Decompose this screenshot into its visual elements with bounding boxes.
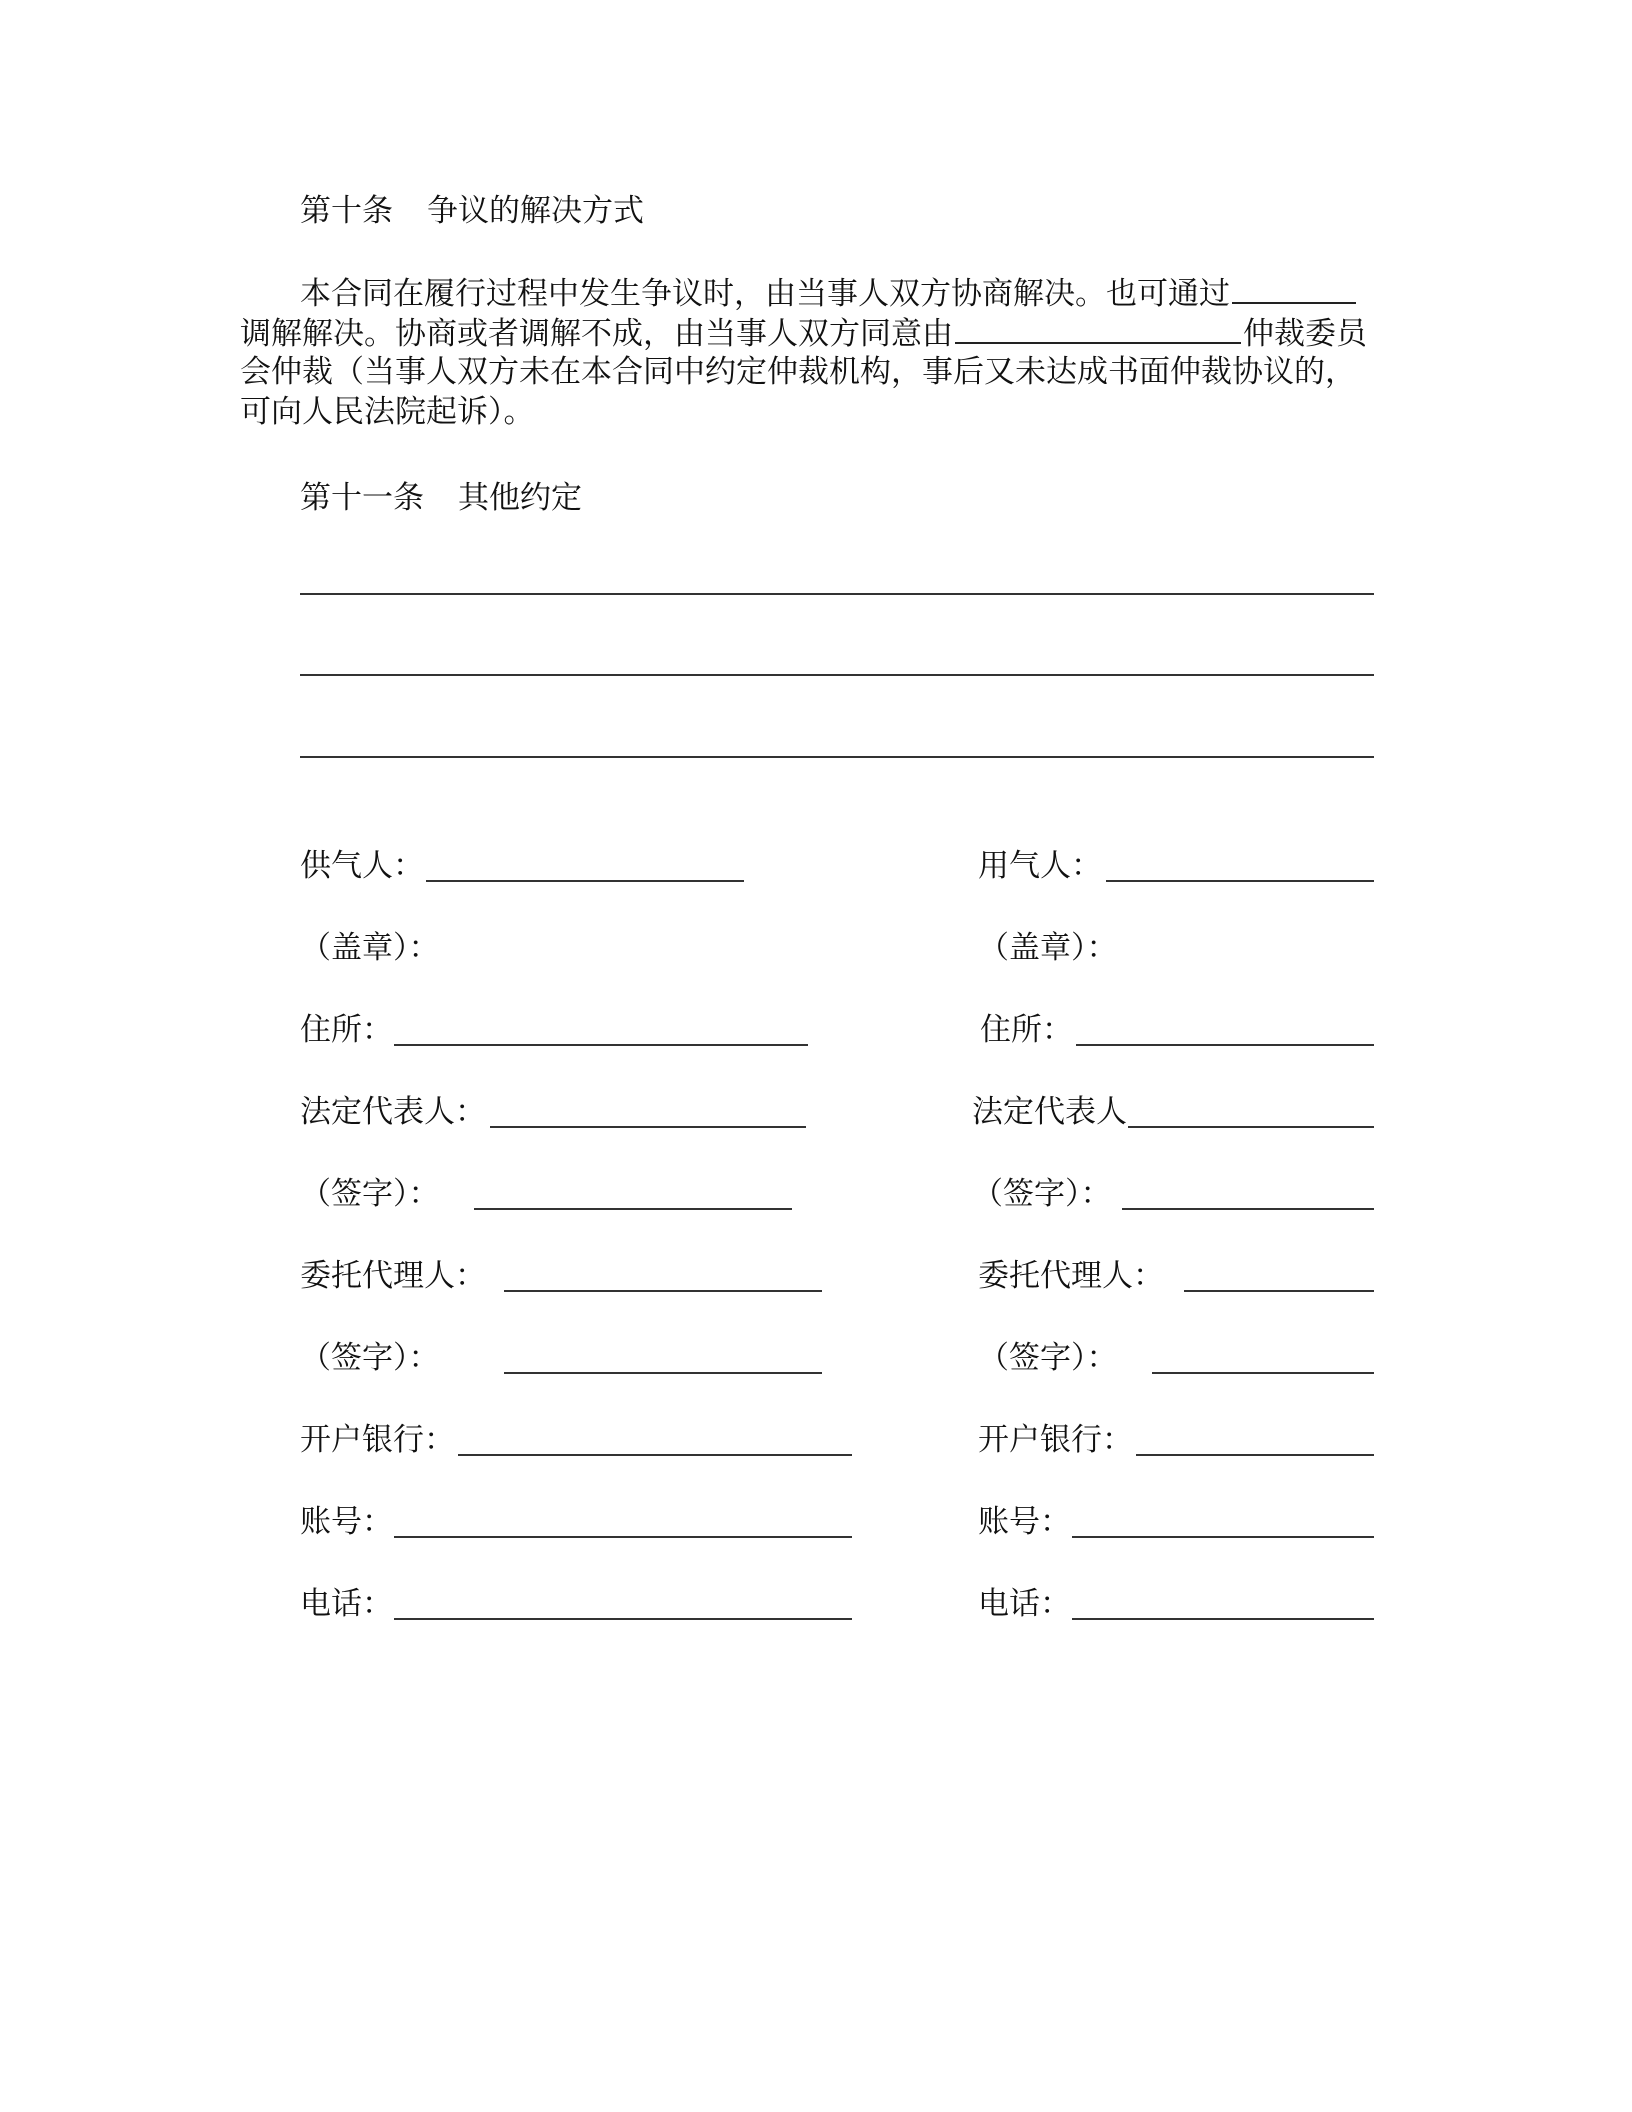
user-name-field[interactable]	[1106, 880, 1374, 882]
article10-heading-title: 争议的解决方式	[427, 193, 644, 229]
supplier-agent-field[interactable]	[504, 1290, 822, 1292]
supplier-agent-label: 委托代理人：	[300, 1258, 486, 1294]
user-phone-field[interactable]	[1072, 1618, 1374, 1620]
article10-line-1: 本合同在履行过程中发生争议时，由当事人双方协商解决。也可通过	[300, 272, 1358, 314]
supplier-name-label: 供气人：	[300, 848, 424, 884]
supplier-address-label: 住所：	[300, 1012, 393, 1048]
supplier-bank-field[interactable]	[458, 1454, 852, 1456]
user-sign1-label: （签字）：	[972, 1176, 1112, 1212]
user-bank-label: 开户银行：	[978, 1422, 1133, 1458]
article11-heading-number: 第十一条	[300, 480, 424, 516]
user-sign2-label: （签字）：	[978, 1340, 1118, 1376]
supplier-name-field[interactable]	[426, 880, 744, 882]
supplier-sign1-label: （签字）：	[300, 1176, 440, 1212]
supplier-seal-label: （盖章）：	[300, 930, 440, 966]
user-legal-rep-label: 法定代表人	[972, 1094, 1127, 1130]
user-address-field[interactable]	[1076, 1044, 1374, 1046]
user-agent-label: 委托代理人：	[978, 1258, 1164, 1294]
supplier-sign2-field[interactable]	[504, 1372, 822, 1374]
user-address-label: 住所：	[980, 1012, 1073, 1048]
supplier-sign2-label: （签字）：	[300, 1340, 440, 1376]
supplier-sign1-field[interactable]	[474, 1208, 792, 1210]
article11-heading-title: 其他约定	[458, 480, 582, 516]
user-agent-field[interactable]	[1184, 1290, 1374, 1292]
article10-line-3: 会仲裁（当事人双方未在本合同中约定仲裁机构，事后又未达成书面仲裁协议的，	[240, 354, 1356, 390]
supplier-phone-label: 电话：	[300, 1586, 393, 1622]
supplier-account-field[interactable]	[394, 1536, 852, 1538]
supplier-bank-label: 开户银行：	[300, 1422, 455, 1458]
user-legal-rep-field[interactable]	[1128, 1126, 1374, 1128]
user-bank-field[interactable]	[1136, 1454, 1374, 1456]
other-terms-line-3[interactable]	[300, 756, 1374, 758]
supplier-legal-rep-label: 法定代表人：	[300, 1094, 486, 1130]
user-account-label: 账号：	[978, 1504, 1071, 1540]
supplier-phone-field[interactable]	[394, 1618, 852, 1620]
mediator-blank[interactable]	[1232, 272, 1356, 304]
supplier-address-field[interactable]	[394, 1044, 808, 1046]
article10-line-4: 可向人民法院起诉）。	[240, 394, 535, 430]
arbitration-commission-blank[interactable]	[955, 312, 1241, 344]
article11-heading	[300, 478, 582, 518]
supplier-legal-rep-field[interactable]	[490, 1126, 806, 1128]
user-seal-label: （盖章）：	[978, 930, 1118, 966]
supplier-account-label: 账号：	[300, 1504, 393, 1540]
user-name-label: 用气人：	[978, 848, 1102, 884]
other-terms-line-1[interactable]	[300, 593, 1374, 595]
user-phone-label: 电话：	[978, 1586, 1071, 1622]
user-sign1-field[interactable]	[1122, 1208, 1374, 1210]
article10-heading	[300, 191, 644, 231]
user-sign2-field[interactable]	[1152, 1372, 1374, 1374]
article10-heading-number: 第十条	[300, 193, 393, 229]
user-account-field[interactable]	[1072, 1536, 1374, 1538]
article10-line-2: 调解解决。协商或者调解不成，由当事人双方同意由 仲裁委员	[240, 312, 1367, 354]
other-terms-line-2[interactable]	[300, 674, 1374, 676]
